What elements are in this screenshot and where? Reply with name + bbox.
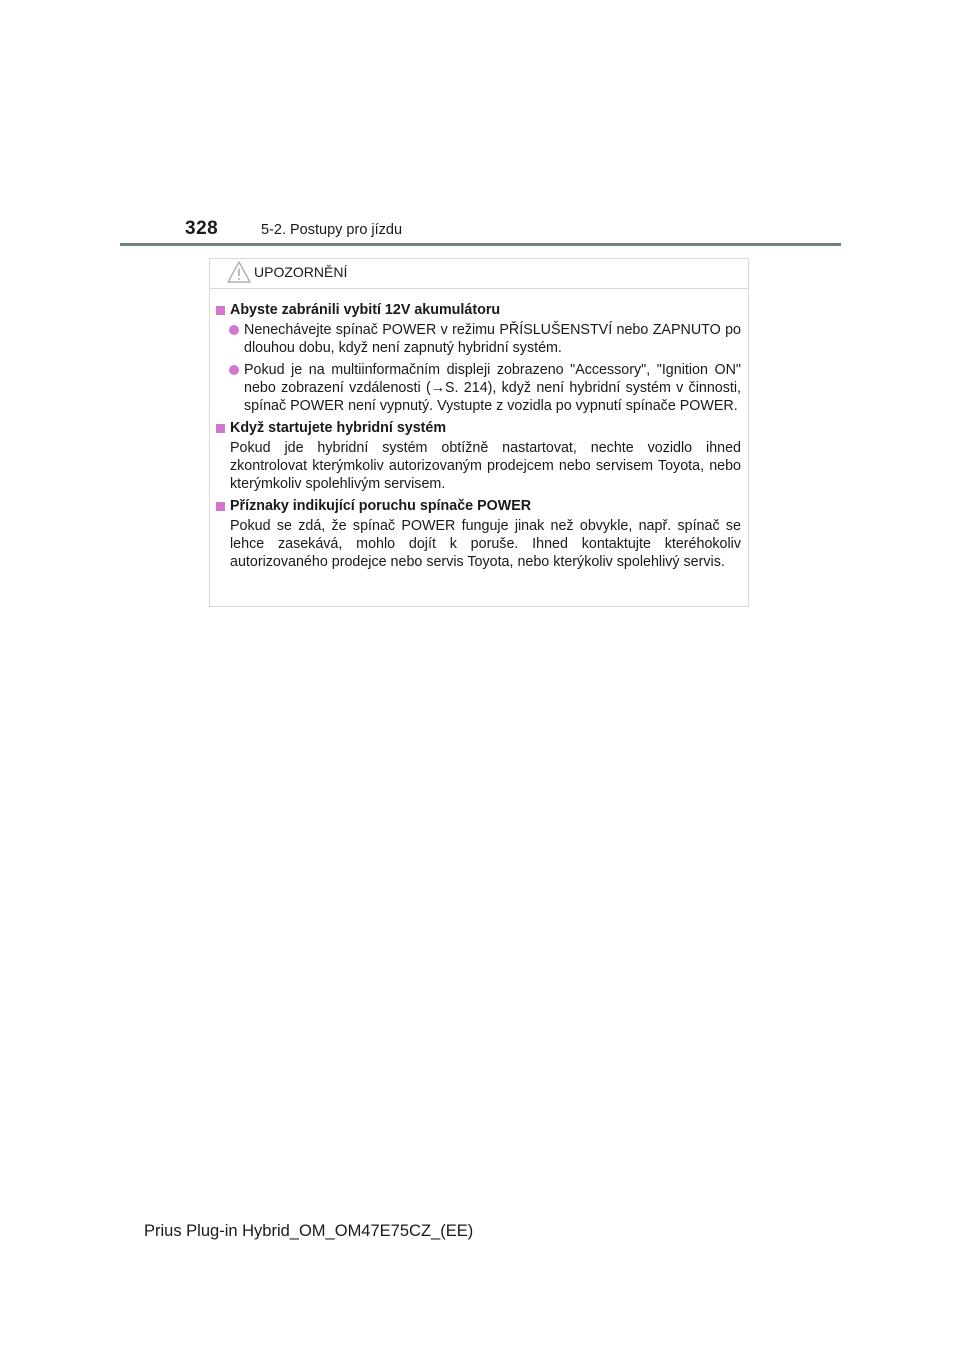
section-title: 5-2. Postupy pro jízdu	[261, 222, 403, 238]
warning-triangle-icon	[226, 260, 252, 284]
list-item-text: Pokud je na multiinformačním displeji zobrazeno "Accessory", "Ignition ON" nebo zobrazení vzdálenosti (→S. 214), když není hybridní systém v činnosti, spínač POWER není vypnutý. Vystupte z vozidla po vypnutí spínače POWER.	[244, 362, 741, 414]
list-item-text: Nenechávejte spínač POWER v režimu PŘÍSLUŠENSTVÍ nebo ZAPNUTO po dlouhou dobu, když není zapnutý hybridní systém.	[244, 322, 741, 356]
square-bullet-icon	[216, 424, 225, 433]
round-bullet-icon	[229, 365, 239, 375]
list-item	[230, 321, 741, 357]
list-item	[230, 361, 741, 415]
topic-starting	[216, 419, 741, 493]
warning-content	[216, 301, 741, 575]
warning-label: UPOZORNĚNÍ	[254, 264, 348, 280]
topic-power-switch	[216, 497, 741, 571]
square-bullet-icon	[216, 502, 225, 511]
page-number: 328	[185, 218, 219, 239]
square-bullet-icon	[216, 306, 225, 315]
round-bullet-icon	[229, 325, 239, 335]
topic-heading: Když startujete hybridní systém	[230, 420, 447, 436]
topic-heading: Abyste zabránili vybití 12V akumulátoru	[230, 302, 501, 318]
warning-box	[209, 258, 749, 607]
header-rule	[120, 243, 841, 246]
warning-header	[210, 259, 748, 289]
topic-heading: Příznaky indikující poruchu spínače POWER	[230, 498, 532, 514]
topic-text: Pokud se zdá, že spínač POWER funguje jinak než obvykle, např. spínač se lehce zasekává, mohlo dojít k poruše. Ihned kontaktujte kteréhokoliv autorizovaného prodejce nebo servis Toyota, nebo kterýkoliv spolehlivý servis.	[230, 518, 741, 570]
topic-battery	[216, 301, 741, 415]
footer-document-id: Prius Plug-in Hybrid_OM_OM47E75CZ_(EE)	[144, 1222, 474, 1240]
topic-text: Pokud jde hybridní systém obtížně nastartovat, nechte vozidlo ihned zkontrolovat kterýmkoliv autorizovaným prodejcem nebo servisem Toyota, nebo kterýmkoliv spolehlivým servisem.	[230, 440, 741, 492]
